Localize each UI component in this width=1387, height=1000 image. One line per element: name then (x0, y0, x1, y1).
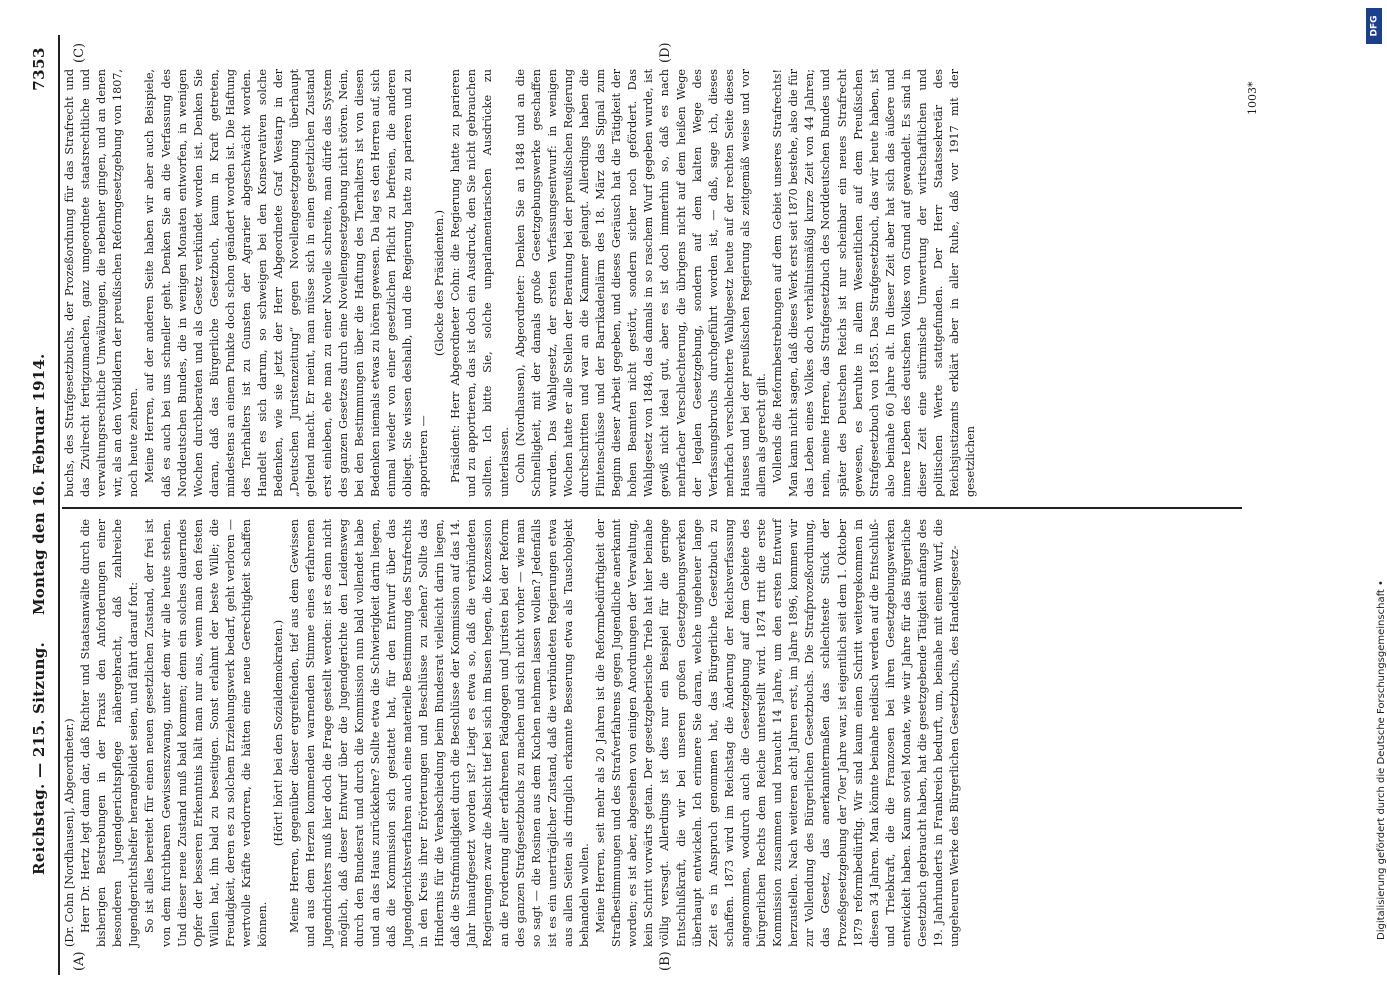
left-column (62, 519, 1242, 947)
dfg-logo-text: DFG (1369, 15, 1380, 37)
right-paragraph-2: Meine Herren, auf der anderen Seite haben wir aber auch Beispiele, daß es auch bei uns schneller geht. Denken Sie an die Verfassung des Norddeutschen Bundes, die in wenigen Monaten entworfen, in wenigen Wochen durchberaten und als Gesetz verkündet worden ist. Denken Sie daran, daß das Bürgerliche Gesetzbuch, kaum in Kraft getreten, mindestens an einem Punkte doch schon geändert worden ist. Die Haftung des Tierhalters ist zu Gunsten der Agrarier abgeschwächt worden. Handelt es sich darum, so schweigen bei den Konservativen solche Bedenken, wie sie jetzt der Herr Abgeordnete Graf Westarp in der „Deutschen Juristenzeitung“ gegen Novellengesetzgebung überhaupt geltend macht. Er meint, man müsse sich in einen gesetzlichen Zustand erst einleben, ehe man zu einer Novelle schreite, man dürfe das System des ganzen Gesetzes durch eine Novellengesetzgebung nicht stören. Nein, bei den Bestimmungen über die Haftung des Tierhalters ist von diesen Bedenken niemals etwas zu hören gewesen. Da lag es den Herren auf, sich einmal wieder von einer gesetzlichen Pflicht zu befreien, die anderen obliegt. Sie wissen deshalb, und die Regierung hatte zu parieren und zu apportieren — (143, 69, 431, 497)
margin-letter-c: (C) (72, 42, 87, 63)
header-date: Montag den 16. Februar 1914. (30, 353, 48, 615)
text-columns (62, 35, 1242, 975)
rotated-page (18, 35, 1318, 975)
funding-credit: Digitalisierung gefördert durch die Deutsche Forschungsgemeinschaft • (1376, 580, 1387, 940)
right-paragraph-3: Präsident: Herr Abgeordneter Cohn: die Regierung hatte zu parieren und zu apportieren, das ist doch ein Ausdruck, den Sie nicht gebrauchen sollten. Ich bitte Sie, solche unparlamentarischen Ausdrücke zu unterlassen. (449, 69, 511, 497)
right-paragraph-5: Vollends die Reformbestrebungen auf dem Gebiet unseres Strafrechts! Man kann nicht sagen, daß dieses Werk erst seit 1870 bestehe, also die für das Leben eines Volkes doch verhältnismäßig kurze Zeit von 44 Jahren; nein, meine Herren, das Strafgesetzbuch des Norddeutschen Bundes und später des Deutschen Reichs ist nur scheinbar ein neues Strafrecht gewesen, es beruhte in allem Wesentlichen auf dem Preußischen Strafgesetzbuch von 1855. Das Strafgesetzbuch, das wir heute haben, ist also beinahe 60 Jahre alt. In dieser Zeit aber hat sich das äußere und innere Leben des deutschen Volkes von Grund auf gewandelt. Es sind in dieser Zeit eine stürmische Umwertung der wirtschaftlichen und politischen Werte stattgefunden. Der Herr Staatssekretär des Reichsjustizamts erklärt aber in aller Ruhe, daß vor 1917 mit der gesetzlichen (771, 69, 978, 497)
left-paragraph-4: Meine Herren, seit mehr als 20 Jahren ist die Reformbedürftigkeit der Strafbestimmungen und des Strafverfahrens gegen Jugendliche anerkannt worden; es ist aber, abgesehen von einigen Anordnungen der Verwaltung, kein Schritt vorwärts getan. Der gesetzgeberische Trieb hat hier beinahe völlig versagt. Allerdings ist dies nur ein Beispiel für die geringe Entschlußkraft, die wir bei unseren großen Gesetzgebungswerken überhaupt entwickeln. Ich erinnere Sie daran, welche ungeheuer lange Zeit es in Anspruch genommen hat, das Bürgerliche Gesetzbuch zu schaffen. 1873 wird im Reichstag die Änderung der Reichsverfassung angenommen, wodurch auch die Gesetzgebung auf dem Gebiete des bürgerlichen Rechts dem Reiche unterstellt wird. 1874 tritt die erste Kommission zusammen und braucht 14 Jahre, um den ersten Entwurf herzustellen. Nach weiteren acht Jahren erst, im Jahre 1896, kommen wir zur Vollendung des Bürgerlichen Gesetzbuchs. Die Strafprozeßordnung, das Gesetz, das anerkanntermaßen das schlechteste Stück der Prozeßgesetzgebung der 70er Jahre war, ist eigentlich seit dem 1. Oktober 1879 reformbedürftig. Wir sind kaum einen Schritt weitergekommen in diesen 34 Jahren. Man könnte beinahe neidisch werden auf die Entschluß- und Triebkraft, die die Franzosen bei ihren Gesetzgebungswerken entwickelt haben. Kaum soviel Monate, wie wir Jahre für das Bürgerliche Gesetzbuch gebraucht haben, hat die gesetzgebende Tätigkeit anfangs des 19. Jahrhunderts in Frankreich bedurft, um, beinahe mit einem Wurf, die ungeheuren Werke des Bürgerlichen Gesetzbuchs, des Handelsgesetz- (594, 519, 962, 947)
header-session: Reichstag. — 215. Sitzung. (30, 641, 48, 875)
right-interjection: (Glocke des Präsidenten.) (433, 210, 447, 357)
right-paragraph-4: Cohn (Nordhausen), Abgeordneter: Denken Sie an 1848 und an die Schnelligkeit, mit der damals große Gesetzgebungswerke geschaffen wurden. Das Wahlgesetz, der ersten Verfassungsentwurf: in wenigen Wochen hatte er alle Stellen der Beratung bei der preußischen Regierung durchschritten und war an die Kammer gelangt. Allerdings haben die Flintenschüsse und der Barrikadenlärm des 18. März das Signal zum Beginn dieser Arbeit gegeben, und dieses Geräusch hat die Tätigkeit der hohen Beamten nicht gestört, sondern sicher noch gefördert. Das Wahlgesetz von 1848, das damals in so raschem Wurf gegeben wurde, ist gewiß nicht ideal gut, aber es ist doch immerhin so, daß es nach mehrfacher Verschlechterung, die übrigens nicht auf dem heißen Wege der legalen Gesetzgebung, sondern auf dem kalten Wege des Verfassungsbruchs durchgeführt worden ist, — daß, sage ich, dieses mehrfach verschlechterte Wahlgesetz heute auf der rechten Seite dieses Hauses und bei der preußischen Regierung als zeitgemäß weise und vor allem als gerecht gilt. (513, 69, 769, 497)
page-number: 7353 (30, 47, 48, 91)
speaker-line: (Dr. Cohn [Nordhausen], Abgeordneter.) (63, 718, 76, 947)
right-paragraph-1: buchs, des Strafgesetzbuchs, der Prozeßordnung für das Strafrecht und das Zivilrecht fertigzumachen, ganz umgeordnete staatsrechtliche und verwaltungsrechtliche Umwälzungen, die nebenher gingen, und an denen wir, als an den Vorbildern der preußischen Reformgesetzgebung von 1807, noch heute zehren. (63, 69, 141, 497)
signature-mark: 1003* (1246, 81, 1259, 115)
column-rule (62, 507, 1242, 509)
page-header (18, 35, 60, 975)
margin-letter-a: (A) (72, 951, 87, 971)
left-interjection: (Hört! hört! bei den Sozialdemokraten.) (272, 619, 286, 847)
right-column (62, 69, 1242, 497)
margin-letter-d: (D) (658, 42, 673, 63)
left-paragraph-1: Herr Dr. Hertz legt dann dar, daß Richter und Staatsanwälte durch die bisherigen Bestrebungen in der Praxis den Anforderungen einer besonderen Jugendgerichtspflege nähergebracht, daß zahlreiche Jugendgerichtshelfer herangebildet seien, und fährt darauf fort: (79, 519, 141, 947)
left-paragraph-3: Meine Herren, gegenüber dieser ergreifenden, tief aus dem Gewissen und aus dem Herzen kommenden warnenden Stimme eines erfahrenen Jugendrichters muß hier doch die Frage gestellt werden: ist es denn nicht möglich, daß dieser Entwurf über die Jugendgerichte den Leidensweg durch den Bundesrat und durch die Kommission nun bald vollendet habe und an das Haus zurückkehre? Sollte etwa die Schwierigkeit darin liegen, daß die Kommission sich gestattet hat, für den Entwurf über das Jugendgerichtsverfahren auch eine materielle Bestimmung des Strafrechts in den Kreis ihrer Erörterungen und Beschlüsse zu ziehen? Sollte das Hindernis für die Verabschiedung beim Bundesrat vielleicht darin liegen, daß die Strafmündigkeit durch die Beschlüsse der Kommission auf das 14. Jahr hinaufgesetzt worden ist? Liegt es etwa so, daß die verbündeten Regierungen zwar die Absicht tief bei sich im Busen hegen, die Konzession an die Forderung aller erfahrenen Pädagogen und Juristen bei der Reform des ganzen Strafgesetzbuchs zu machen und sich nicht vorher — wie man so sagt — die Rosinen aus dem Kuchen nehmen lassen wollen? Jedenfalls ist es ein unerträglicher Zustand, daß die verbündeten Regierungen etwa aus allen Seiten als dringlich erkannte Besserung etwa als Tauschobjekt behandeln wollen. (288, 519, 591, 947)
margin-letter-b: (B) (658, 951, 673, 971)
left-paragraph-2: So ist alles bereitet für einen neuen gesetzlichen Zustand, der frei ist von dem furchtbaren Gewissenszwang, unter dem wir alle heute stehen. Und dieser neue Zustand muß bald kommen; denn ein solches dauerndes Opfer der besseren Erkenntnis hält man nur aus, wenn man den festen Willen hat, ihn bald zu beseitigen. Sonst erlahmt der beste Wille; die Freudigkeit, deren es zu solchem Erziehungswerk bedarf, geht verloren — wertvolle Kräfte verdorren, die hätten eine neue Gerechtigkeit schaffen können. (143, 519, 270, 947)
